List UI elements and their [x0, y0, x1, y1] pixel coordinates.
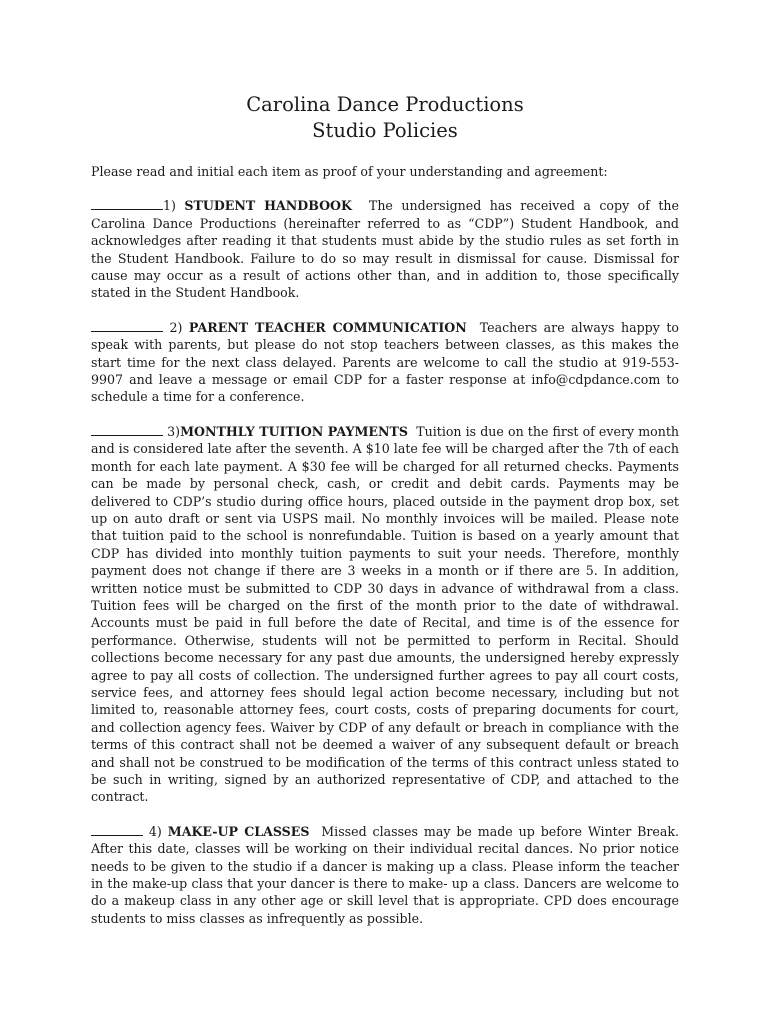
title-line-2: Studio Policies	[312, 119, 458, 142]
policy-item-2	[91, 319, 679, 406]
title-line-1: Carolina Dance Productions	[246, 93, 524, 116]
item-number-4: 4)	[148, 823, 162, 839]
initials-blank-4[interactable]	[91, 823, 143, 836]
item-heading-4: MAKE-UP CLASSES	[167, 823, 310, 839]
policy-item-4	[91, 823, 679, 927]
document-title	[91, 92, 679, 144]
item-heading-1: STUDENT HANDBOOK	[184, 198, 352, 214]
item-heading-3: MONTHLY TUITION PAYMENTS	[180, 423, 408, 439]
item-body-1: The undersigned has received a copy of the Carolina Dance Productions (hereinafter referred to as “CDP”) Student Handbook, and acknowledges after reading it that students must abide by the studio rules as set forth in the Student Handbook. Failure to do so may result in dismissal for cause. Dismissal for cause may occur as a result of actions other than, and in addition to, those specifically stated in the Student Handbook.	[91, 198, 679, 301]
item-body-3: Tuition is due on the first of every month and is considered late after the seventh. A $10 late fee will be charged after the 7th of each month for each late payment. A $30 fee will be charged for all returned checks. Payments can be made by personal check, cash, or credit and debit cards. Payments may be delivered to CDP’s studio during office hours, placed outside in the payment drop box, set up on auto draft or sent via USPS mail. No monthly invoices will be mailed. Please note that tuition paid to the school is nonrefundable. Tuition is based on a yearly amount that CDP has divided into monthly tuition payments to suit your needs. Therefore, monthly payment does not change if there are 3 weeks in a month or if there are 5. In addition, written notice must be submitted to CDP 30 days in advance of withdrawal from a class. Tuition fees will be charged on the first of the month prior to the date of withdrawal. Accounts must be paid in full before the date of Recital, and time is of the essence for performance. Otherwise, students will not be permitted to perform in Recital. Should collections become necessary for any past due amounts, the undersigned hereby expressly agree to pay all costs of collection. The undersigned further agrees to pay all court costs, service fees, and attorney fees should legal action become necessary, including but not limited to, reasonable attorney fees, court costs, costs of preparing documents for court, and collection agency fees. Waiver by CDP of any default or breach in compliance with the terms of this contract shall not be deemed a waiver of any subsequent default or breach and shall not be construed to be modification of the terms of this contract unless stated to be such in writing, signed by an authorized representative of CDP, and attached to the contract.	[91, 423, 680, 805]
item-number-2: 2)	[169, 319, 183, 335]
policy-item-1	[91, 197, 679, 301]
intro-text: Please read and initial each item as proof of your understanding and agreement:	[91, 164, 608, 179]
item-number-3: 3)	[167, 423, 181, 439]
item-body-4: Missed classes may be made up before Winter Break. After this date, classes will be working on their individual recital dances. No prior notice needs to be given to the studio if a dancer is making up a class. Please inform the teacher in the make-up class that your dancer is there to make- up a class. Dancers are welcome to do a makeup class in any other age or skill level that is appropriate. CPD does encourage students to miss classes as infrequently as possible.	[91, 823, 679, 926]
policy-item-3	[91, 423, 679, 806]
item-body-2: Teachers are always happy to speak with parents, but please do not stop teachers between classes, as this makes the start time for the next class delayed. Parents are welcome to call the studio at 919-553-9907 and leave a message or email CDP for a faster response at info@cdpdance.com to schedule a time for a conference.	[91, 319, 679, 405]
initials-blank-2[interactable]	[91, 319, 163, 332]
initials-blank-3[interactable]	[91, 423, 163, 436]
document-page	[91, 92, 679, 927]
item-heading-2: PARENT TEACHER COMMUNICATION	[188, 319, 467, 335]
initials-blank-1[interactable]	[91, 197, 163, 210]
item-number-1: 1)	[163, 198, 176, 214]
